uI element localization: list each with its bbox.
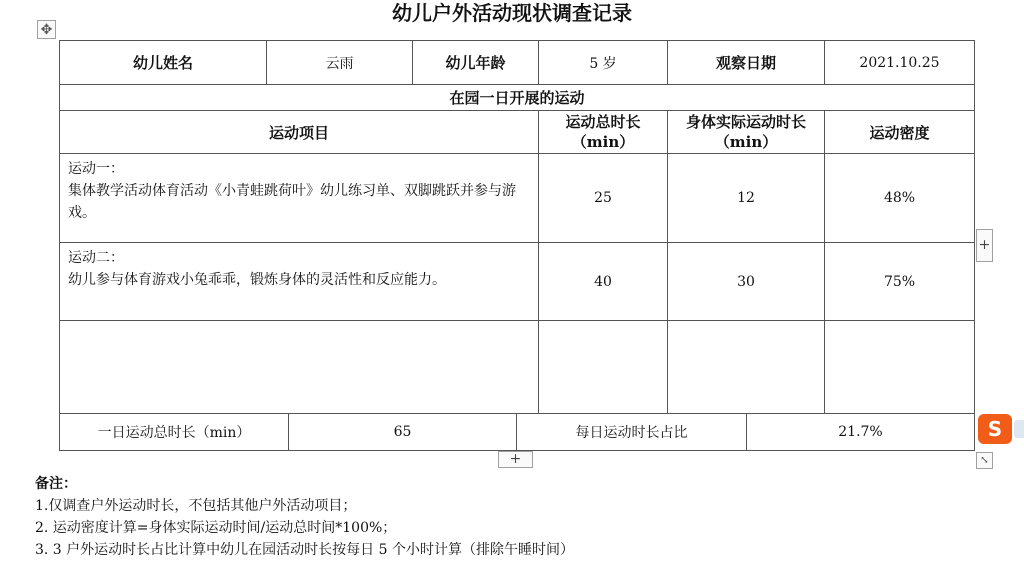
activity-2-description: 幼儿参与体育游戏小兔乖乖，锻炼身体的灵活性和反应能力。 <box>68 272 446 288</box>
column-header-density: 运动密度 <box>824 110 975 154</box>
activity-1-actual: 12 <box>667 153 825 243</box>
column-header-project: 运动项目 <box>59 110 539 154</box>
column-header-actual-time <box>667 110 825 154</box>
actual-time-header-line1: 身体实际运动时长 <box>685 113 806 131</box>
empty-density-cell[interactable] <box>824 320 975 414</box>
date-label: 观察日期 <box>667 40 825 85</box>
activity-1-total: 25 <box>538 153 668 243</box>
empty-total-cell[interactable] <box>538 320 668 414</box>
note-item-3: 3. 3 户外运动时长占比计算中幼儿在园活动时长按每日 5 个小时计算（排除午睡时间） <box>35 542 574 558</box>
empty-project-cell[interactable] <box>59 320 539 414</box>
summary-ratio-value: 21.7% <box>746 413 975 451</box>
date-value: 2021.10.25 <box>824 40 975 85</box>
summary-total-label: 一日运动总时长（min） <box>59 413 289 451</box>
column-header-total-time <box>538 110 668 154</box>
name-label: 幼儿姓名 <box>59 40 267 85</box>
note-item-2: 2. 运动密度计算=身体实际运动时间/运动总时间*100%； <box>35 520 397 536</box>
document-title: 幼儿户外活动现状调查记录 <box>392 1 632 25</box>
age-label: 幼儿年龄 <box>412 40 539 85</box>
activity-2-label: 运动二： <box>68 250 124 266</box>
table-move-handle-icon[interactable]: ✥ <box>37 20 56 39</box>
ime-toolbar-tab[interactable] <box>1014 420 1024 438</box>
activity-1-density: 48% <box>824 153 975 243</box>
activity-2-actual: 30 <box>667 242 825 321</box>
add-column-plus-icon[interactable]: + <box>976 229 993 262</box>
total-time-header-line1: 运动总时长 <box>565 113 641 131</box>
empty-actual-cell[interactable] <box>667 320 825 414</box>
activity-2-total: 40 <box>538 242 668 321</box>
actual-time-header-line2: （min） <box>714 133 778 151</box>
activity-1-project <box>59 153 539 243</box>
summary-total-value: 65 <box>288 413 517 451</box>
sogou-ime-icon[interactable]: S <box>978 414 1012 444</box>
activity-1-label: 运动一： <box>68 161 124 177</box>
add-row-plus-icon[interactable]: + <box>498 451 533 468</box>
table-resize-icon[interactable]: ⤡ <box>976 452 993 469</box>
activity-1-description: 集体教学活动体育活动《小青蛙跳荷叶》幼儿练习单、双脚跳跃并参与游戏。 <box>68 183 516 221</box>
activity-2-density: 75% <box>824 242 975 321</box>
activity-2-project <box>59 242 539 321</box>
notes-title: 备注： <box>35 476 77 492</box>
note-item-1: 1.仅调查户外运动时长，不包括其他户外活动项目； <box>35 498 357 514</box>
summary-ratio-label: 每日运动时长占比 <box>516 413 747 451</box>
total-time-header-line2: （min） <box>571 133 635 151</box>
section-header: 在园一日开展的运动 <box>59 84 975 111</box>
age-value: 5 岁 <box>538 40 668 85</box>
name-value: 云雨 <box>266 40 413 85</box>
notes-section <box>35 473 574 561</box>
